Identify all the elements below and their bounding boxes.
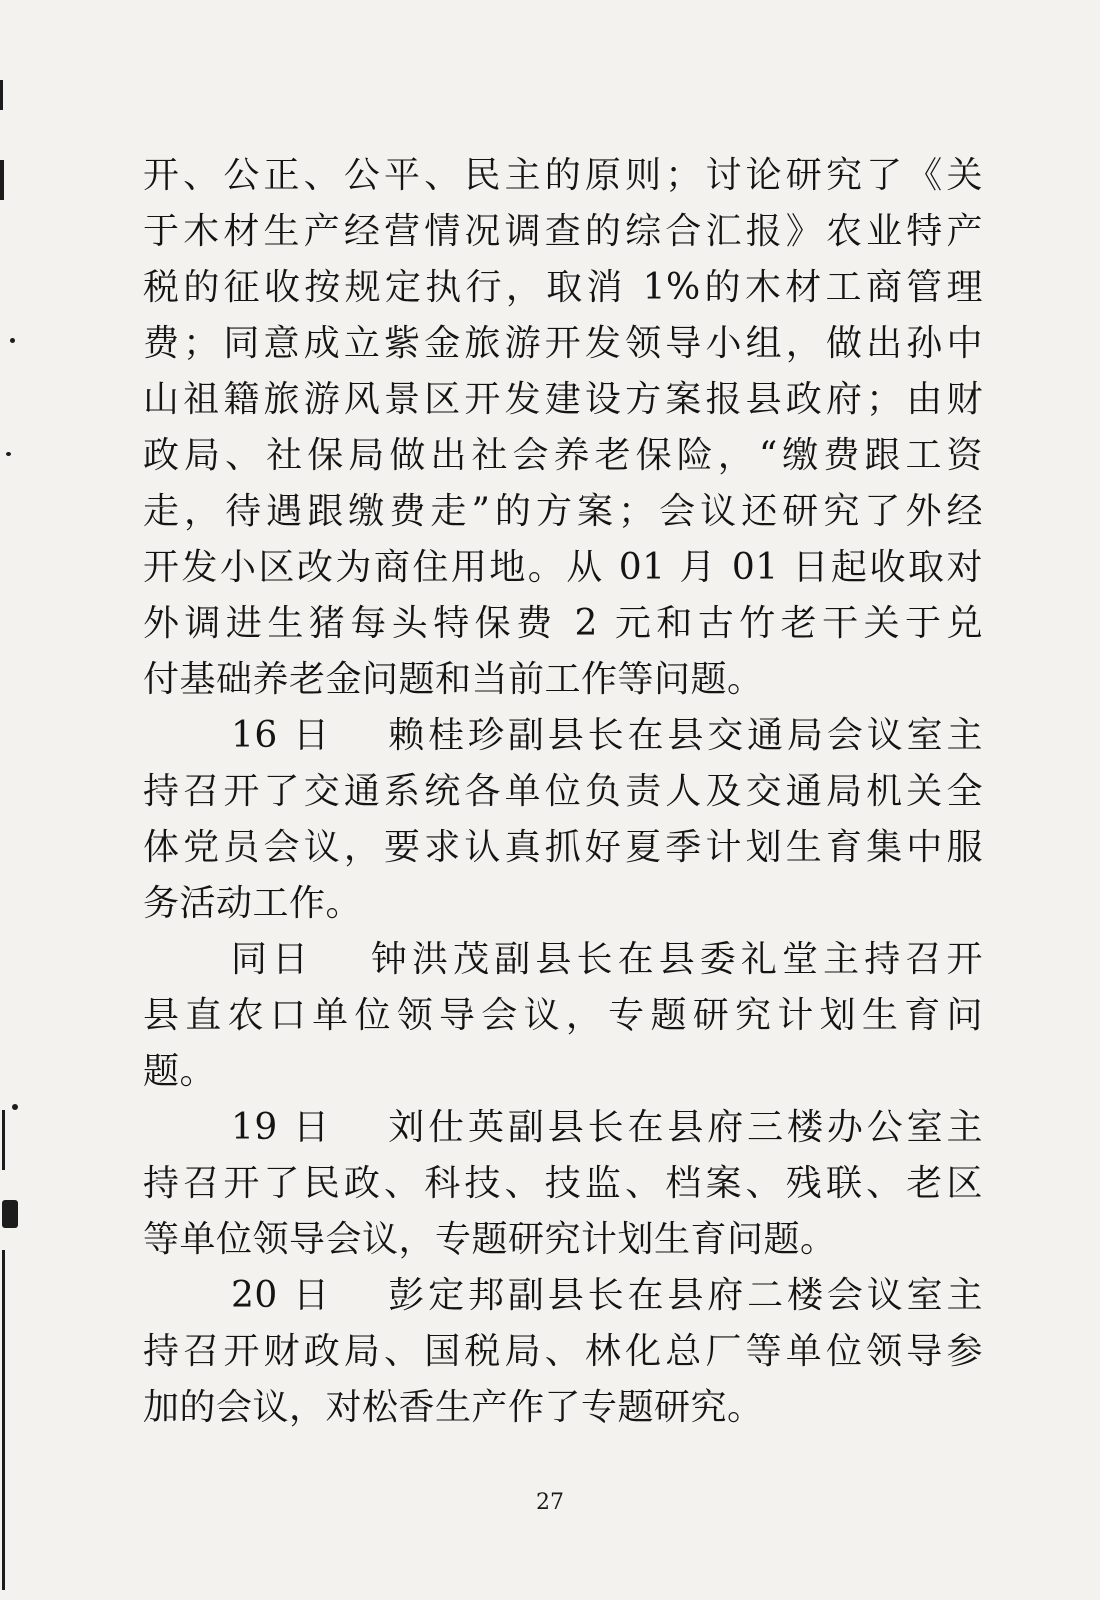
text-line: 16 日 赖桂珍副县长在县交通局会议室主 xyxy=(231,715,983,756)
text-line: 持召开财政局、国税局、林化总厂等单位领导参 xyxy=(143,1331,983,1372)
text-line: 19 日 刘仕英副县长在县府三楼办公室主 xyxy=(231,1107,983,1148)
text-line: 于木材生产经营情况调查的综合汇报》农业特产 xyxy=(143,211,983,252)
text-line: 县直农口单位领导会议，专题研究计划生育问 xyxy=(143,995,983,1036)
text-line: 走，待遇跟缴费走”的方案；会议还研究了外经 xyxy=(143,491,983,532)
text-line: 加的会议，对松香生产作了专题研究。 xyxy=(143,1387,764,1428)
body-text xyxy=(143,148,983,1436)
text-line: 山祖籍旅游风景区开发建设方案报县政府；由财 xyxy=(143,379,983,420)
binding-mark-dot-3 xyxy=(12,1104,18,1110)
text-line: 同日 钟洪茂副县长在县委礼堂主持召开 xyxy=(231,939,983,980)
text-line: 税的征收按规定执行，取消 1%的木材工商管理 xyxy=(143,267,983,308)
binding-mark-dot-1 xyxy=(10,338,15,343)
text-line: 开、公正、公平、民主的原则；讨论研究了《关 xyxy=(143,155,983,196)
binding-mark-dot-2 xyxy=(6,452,11,456)
text-line: 20 日 彭定邦副县长在县府二楼会议室主 xyxy=(231,1275,983,1316)
binding-mark-bottom xyxy=(2,1250,5,1590)
text-line: 等单位领导会议，专题研究计划生育问题。 xyxy=(143,1219,837,1260)
text-line: 开发小区改为商住用地。从 01 月 01 日起收取对 xyxy=(143,547,983,588)
text-line: 持召开了交通系统各单位负责人及交通局机关全 xyxy=(143,771,983,812)
binding-mark-blot xyxy=(2,1200,18,1228)
binding-mark-line xyxy=(2,1110,5,1170)
text-line: 付基础养老金问题和当前工作等问题。 xyxy=(143,659,764,700)
text-line: 外调进生猪每头特保费 2 元和古竹老干关于兑 xyxy=(143,603,983,644)
text-line: 务活动工作。 xyxy=(143,883,363,924)
page-number: 27 xyxy=(536,1490,564,1515)
text-line: 费；同意成立紫金旅游开发领导小组，做出孙中 xyxy=(143,323,983,364)
text-line: 题。 xyxy=(143,1051,217,1092)
text-line: 政局、社保局做出社会养老保险，“缴费跟工资 xyxy=(143,435,983,476)
text-line: 持召开了民政、科技、技监、档案、残联、老区 xyxy=(143,1163,983,1204)
text-line: 体党员会议，要求认真抓好夏季计划生育集中服 xyxy=(143,827,983,868)
binding-mark-upper xyxy=(0,160,4,200)
binding-mark-top xyxy=(0,80,3,110)
